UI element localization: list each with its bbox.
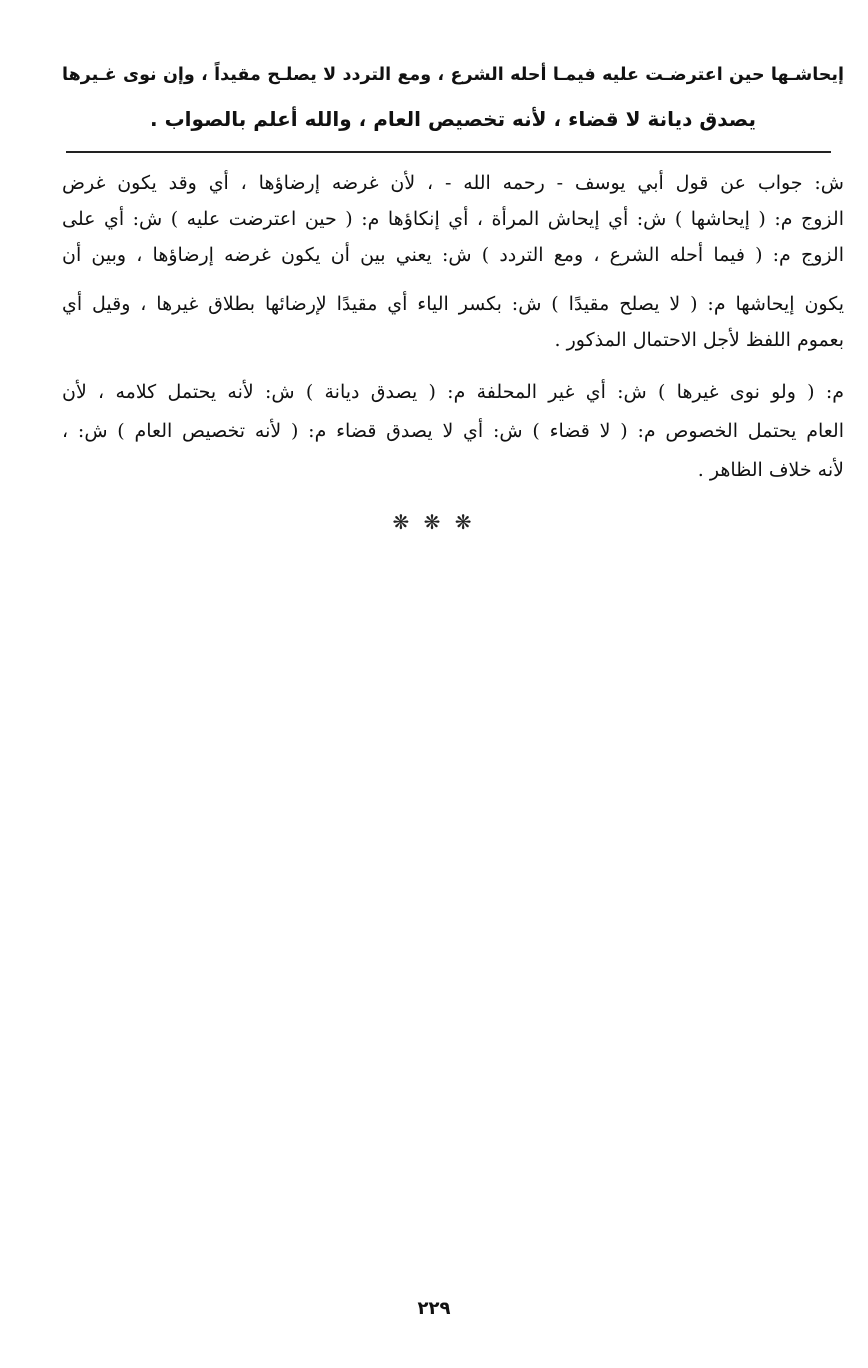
commentary-line: الزوج م: ( فيما أحله الشرع ، ومع التردد ) ش: يعني بين أن يكون غرضه إرضاؤها ، وبين أن <box>62 244 844 266</box>
main-text-line-2: يصدق ديانة لا قضاء ، لأنه تخصيص العام ، والله أعلم بالصواب . <box>150 107 756 131</box>
main-text-line-1: إيحاشـها حين اعترضـت عليه فيمـا أحله الشرع ، ومع التردد لا يصلـح مقيداً ، وإن نوى غـيرها <box>62 65 844 85</box>
section-separator-stars: ❋ ❋ ❋ <box>392 510 476 534</box>
commentary-line: م: ( ولو نوى غيرها ) ش: أي غير المحلفة م: ( يصدق ديانة ) ش: لأنه يحتمل كلامه ، لأن <box>62 381 844 403</box>
commentary-line: الزوج م: ( إيحاشها ) ش: أي إيحاش المرأة ، أي إنكاؤها م: ( حين اعترضت عليه ) ش: أي على <box>62 208 844 230</box>
separator-rule <box>66 151 831 153</box>
commentary-line: ش: جواب عن قول أبي يوسف - رحمه الله - ، لأن غرضه إرضاؤها ، أي وقد يكون غرض <box>62 172 844 194</box>
commentary-line: لأنه خلاف الظاهر . <box>697 459 844 481</box>
commentary-line: بعموم اللفظ لأجل الاحتمال المذكور . <box>554 329 844 351</box>
page-number: ٢٢٩ <box>417 1298 451 1319</box>
commentary-line: العام يحتمل الخصوص م: ( لا قضاء ) ش: أي لا يصدق قضاء م: ( لأنه تخصيص العام ) ش: ، <box>62 420 844 442</box>
commentary-line: يكون إيحاشها م: ( لا يصلح مقيدًا ) ش: بكسر الياء أي مقيدًا لإرضائها بطلاق غيرها ، وقيل أي <box>62 293 844 315</box>
